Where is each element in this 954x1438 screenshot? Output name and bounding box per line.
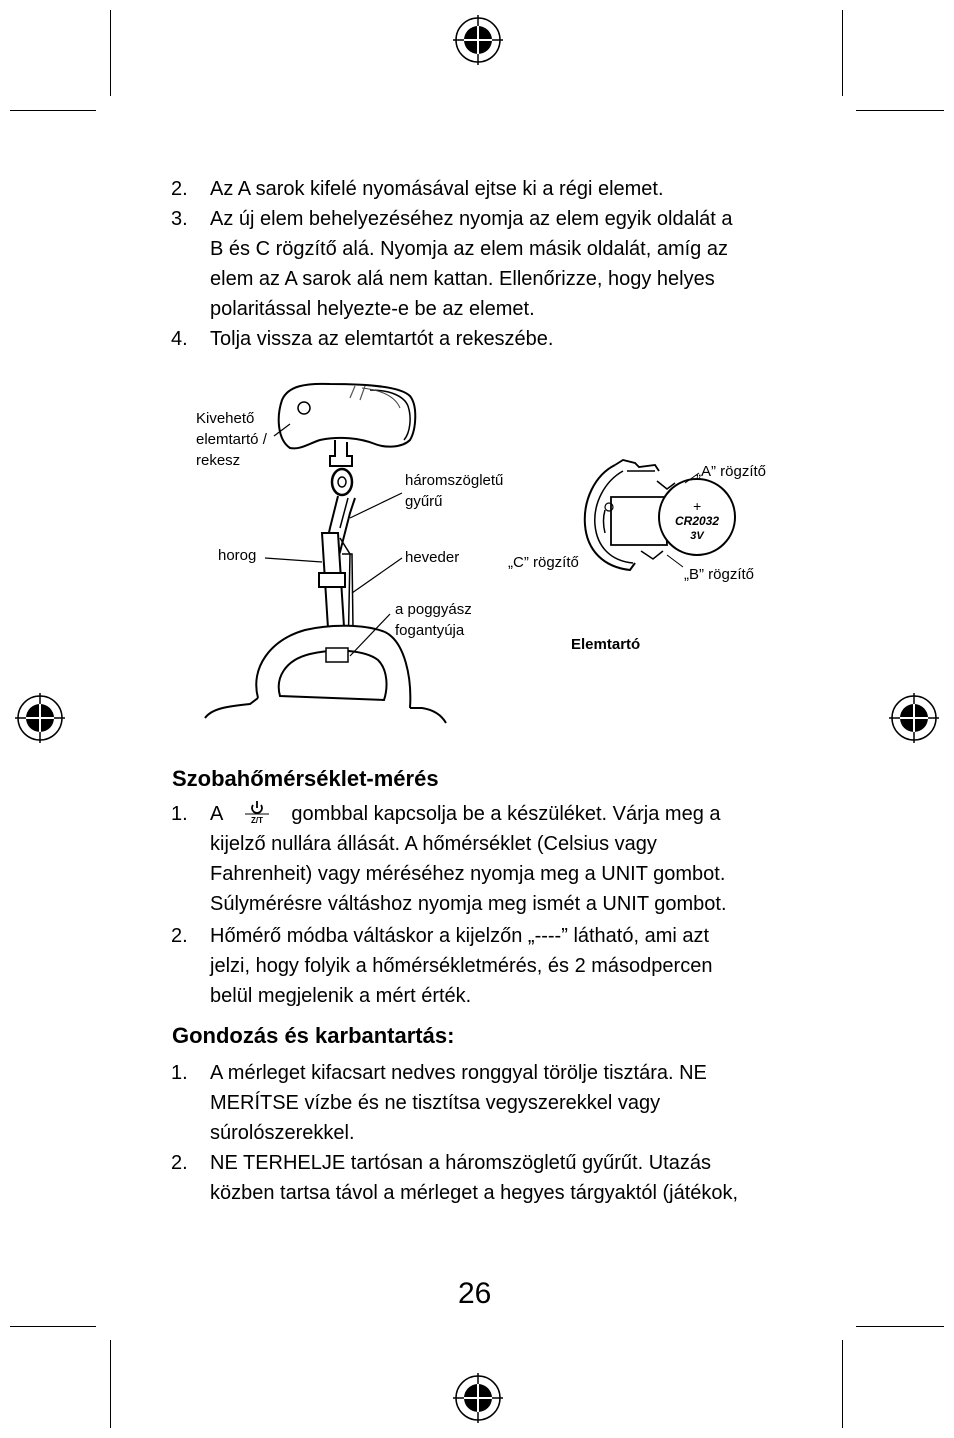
label-latch-a: „A” rögzítő [696,463,767,480]
crop-mark [110,10,111,96]
crop-mark [856,110,944,111]
label-latch-b: „B” rögzítő [684,566,755,583]
power-zt-button-icon [236,802,278,824]
battery-plus-sign: + [692,498,702,514]
battery-model: CR2032 [674,514,720,528]
page-number: 26 [458,1277,492,1310]
label-latch-c: „C” rögzítő [508,554,579,571]
figure-caption: Elemtartó [571,636,641,653]
crop-mark [110,1340,111,1428]
label-battery-compartment: Kivehető elemtartó / rekesz [196,410,267,469]
section-heading: Gondozás és karbantartás: [172,1023,455,1048]
crop-mark [856,1326,944,1327]
svg-text:Z/T: Z/T [250,816,263,824]
registration-mark-icon [15,693,65,743]
registration-mark-icon [453,1373,503,1423]
label-hook: horog [218,547,257,564]
registration-mark-icon [453,15,503,65]
label-triangle-ring: háromszögletű gyűrű [405,472,504,510]
section-heading: Szobahőmérséklet-mérés [172,766,439,791]
crop-mark [10,1326,96,1327]
crop-mark [842,10,843,96]
label-strap: heveder [405,549,460,566]
crop-mark [10,110,96,111]
crop-mark [842,1340,843,1428]
battery-voltage: 3V [690,530,704,542]
registration-mark-icon [889,693,939,743]
label-luggage-handle: a poggyász fogantyúja [395,601,472,639]
